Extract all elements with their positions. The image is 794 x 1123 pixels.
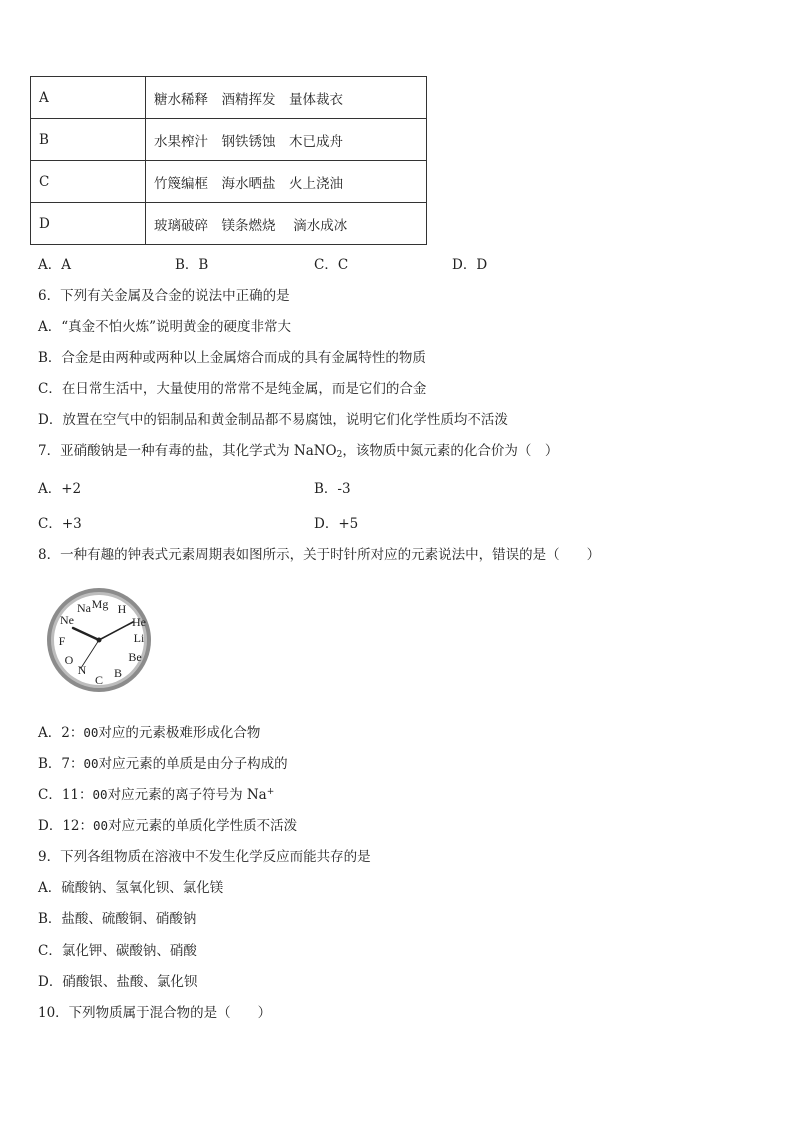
clock-element-na: Na <box>77 601 91 615</box>
table-cell-text: 玻璃破碎 镁条燃烧 滴水成冰 <box>146 203 427 245</box>
q5-option-b: B．B <box>175 257 209 273</box>
q5-option-d: D．D <box>452 257 488 273</box>
clock-element-ne: Ne <box>60 613 74 627</box>
q8-option-a <box>38 721 260 741</box>
q9-option-c: C．氯化钾、碳酸钠、硝酸 <box>38 943 197 959</box>
table-row <box>31 77 427 119</box>
q5-option-c: C．C <box>314 257 349 273</box>
q8-option-a-time: 00 <box>83 725 99 740</box>
q5-option-a: A．A <box>38 257 71 273</box>
q8-option-d-time: 00 <box>93 818 109 833</box>
q9-stem: 9．下列各组物质在溶液中不发生化学反应而能共存的是 <box>38 849 371 865</box>
q8-option-a-pre: A．2： <box>38 725 84 741</box>
clock-element-f: F <box>58 634 66 648</box>
q9-option-d: D．硝酸银、盐酸、氯化钡 <box>38 974 198 990</box>
table-cell-letter: B <box>31 119 146 161</box>
table-cell-text: 竹篾编框 海水晒盐 火上浇油 <box>146 161 427 203</box>
q8-option-c-pre: C．11： <box>38 787 93 803</box>
q8-stem: 8．一种有趣的钟表式元素周期表如图所示，关于时针所对应的元素说法中，错误的是（ ） <box>38 547 601 563</box>
q6-option-a: A．“真金不怕火炼”说明黄金的硬度非常大 <box>38 319 292 335</box>
clock-element-c: C <box>94 673 104 687</box>
q6-option-b: B．合金是由两种或两种以上金属熔合而成的具有金属特性的物质 <box>38 350 426 366</box>
q7-option-b: B．-3 <box>314 481 351 497</box>
table-cell-letter: A <box>31 77 146 119</box>
q8-option-b-time: 00 <box>83 756 99 771</box>
q8-option-c-post: 对应元素的离子符号为 Na <box>107 787 267 803</box>
q8-option-d-post: 对应元素的单质化学性质不活泼 <box>108 818 298 834</box>
table-row <box>31 203 427 245</box>
q6-stem: 6．下列有关金属及合金的说法中正确的是 <box>38 288 290 304</box>
q8-option-c-superscript: + <box>266 787 275 797</box>
q7-stem-pre: 7．亚硝酸钠是一种有毒的盐，其化学式为 NaNO <box>38 443 337 459</box>
table-row <box>31 161 427 203</box>
q7-option-d: D．+5 <box>314 516 359 532</box>
q8-option-c-time: 00 <box>92 787 108 802</box>
clock-element-h: H <box>117 602 127 616</box>
q7-stem-post: ，该物质中氮元素的化合价为（ ） <box>342 443 559 459</box>
q5-options-table <box>30 76 427 245</box>
q8-option-b <box>38 752 288 772</box>
q6-option-d: D．放置在空气中的铝制品和黄金制品都不易腐蚀，说明它们化学性质均不活泼 <box>38 412 508 428</box>
q7-stem <box>38 439 558 460</box>
table-cell-text: 糖水稀释 酒精挥发 量体裁衣 <box>146 77 427 119</box>
table-cell-letter: C <box>31 161 146 203</box>
q7-stem-subscript: 2 <box>336 450 343 460</box>
q8-option-d <box>38 814 297 834</box>
table-row <box>31 119 427 161</box>
q8-option-a-post: 对应的元素极难形成化合物 <box>98 725 261 741</box>
clock-element-b: B <box>113 666 123 680</box>
q8-option-b-post: 对应元素的单质是由分子构成的 <box>98 756 288 772</box>
clock-element-be: Be <box>128 650 142 664</box>
q7-option-a: A．+2 <box>38 481 82 497</box>
table-cell-text: 水果榨汁 钢铁锈蚀 木已成舟 <box>146 119 427 161</box>
clock-element-he: He <box>132 615 146 629</box>
q8-option-d-pre: D．12： <box>38 818 94 834</box>
q9-option-a: A．硫酸钠、氢氧化钡、氯化镁 <box>38 880 224 896</box>
q8-option-c <box>38 783 274 803</box>
table-cell-letter: D <box>31 203 146 245</box>
q10-stem: 10．下列物质属于混合物的是（ ） <box>38 1005 272 1021</box>
clock-center-pin <box>97 638 102 643</box>
clock-element-li: Li <box>133 631 145 645</box>
clock-element-n: N <box>77 663 87 677</box>
q7-option-c: C．+3 <box>38 516 82 532</box>
clock-element-mg: Mg <box>91 597 109 611</box>
element-clock-figure <box>43 586 157 692</box>
q9-option-b: B．盐酸、硫酸铜、硝酸钠 <box>38 911 197 927</box>
q6-option-c: C．在日常生活中，大量使用的常常不是纯金属，而是它们的合金 <box>38 381 427 397</box>
q8-option-b-pre: B．7： <box>38 756 84 772</box>
clock-element-o: O <box>64 653 74 667</box>
